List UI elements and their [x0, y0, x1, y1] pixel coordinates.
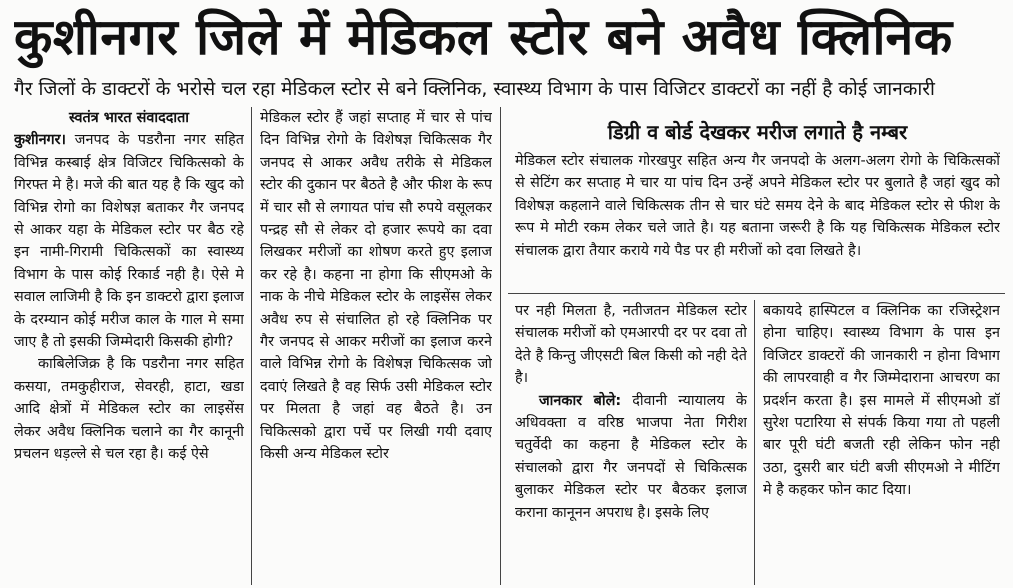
column-divider: [251, 107, 252, 585]
column-3: [515, 300, 747, 585]
column-divider: [500, 107, 501, 585]
column-4-text: बकायदे हास्पिटल व क्लिनिक का रजिस्ट्रेशन होना चाहिए। स्वास्थ्य विभाग के पास इन विजिटर डाक्टरों की जानकारी न होना विभाग की लापरवाही व गैर जिम्मेदाराना आचरण का प्रदर्शन करता है। इस मामले में सीएमओ डॉ सुरेश पटारिया से संपर्क किया गया तो पहली बार पूरी घंटी बजती रही लेकिन फोन नही उठा, दुसरी बार घंटी बजी सीएमओ ने मीटिंग मे है कहकर फोन काट दिया।: [763, 303, 1000, 499]
box-divider: [508, 293, 1005, 294]
column-3-lead: जानकार बोले:: [539, 392, 622, 409]
column-4: [763, 300, 1000, 585]
column-3-paragraph-2: दीवानी न्यायालय के अधिवक्ता व वरिष्ठ भाजपा नेता गिरीश चतुर्वेदी का कहना है मेडिकल स्टोर के संचालको द्वारा गैर जनपदों से चिकित्सक बुलाकर मेडिकल स्टोर पर बैठकर इलाज कराना कानूनन अपराध है। इसके लिए: [515, 392, 747, 521]
box-text: [515, 150, 1000, 290]
subheadline: गैर जिलों के डाक्टरों के भरोसे चल रहा मेडिकल स्टोर से बने क्लिनिक, स्वास्थ्य विभाग के पास विजिटर डाक्टरों का नहीं है कोई जानकारी: [14, 78, 935, 100]
byline: स्वतंत्र भारत संवाददाता: [68, 110, 190, 126]
dateline: कुशीनगर।: [14, 132, 66, 149]
column-1-paragraph-1: जनपद के पडरौना नगर सहित विभिन्न कस्बाई क्षेत्र विजिटर चिकित्सको के गिरफ्त मे है। मजे की बात यह है कि खुद को विभिन्न रोगो का विशेषज्ञ बताकर गैर जनपद से आकर यहा के मेडिकल स्टोर पर बैठ रहे इन नामी-गिरामी चिकित्सकों का स्वास्थ्य विभाग के पास कोई रिकार्ड नही है। ऐसे मे सवाल लाजिमी है कि इन डाक्टरो द्वारा इलाज के दरम्यान कोई मरीज काल के गाल मे समा जाए है तो इसकी जिम्मेदारी किसकी होगी?: [14, 132, 244, 351]
column-2: [260, 107, 492, 585]
column-1: [14, 107, 244, 585]
headline: कुशीनगर जिले में मेडिकल स्टोर बने अवैध क्लिनिक: [14, 8, 953, 66]
box-headline: डिग्री व बोर्ड देखकर मरीज लगाते है नम्बर: [607, 120, 908, 144]
box-paragraph: मेडिकल स्टोर संचालक गोरखपुर सहित अन्य गैर जनपदो के अलग-अलग रोगो के चिकित्सकों से सेटिंग कर सप्ताह मे चार या पांच दिन उन्हें अपने मेडिकल स्टोर पर बुलाते है जहां खुद को विशेषज्ञ कहलाने वाले चिकित्सक तीन से चार घंटे समय देने के बाद मेडिकल स्टोर से फीश के रूप मे मोटी रकम लेकर चले जाते है। यह बताना जरूरी है कि यह चिकित्सक मेडिकल स्टोर संचालक द्वारा तैयार कराये गये पैड पर ही मरीजों को दवा लिखते है।: [515, 153, 1000, 259]
column-divider: [754, 300, 755, 585]
column-3-paragraph-1: पर नही मिलता है, नतीजतन मेडिकल स्टोर संचालक मरीजों को एमआरपी दर पर दवा तो देते है किन्तु जीएसटी बिल किसी को नही देते है।: [515, 303, 747, 387]
column-2-text: मेडिकल स्टोर हैं जहां सप्ताह में चार से पांच दिन विभिन्न रोगो के विशेषज्ञ चिकित्सक गैर जनपद से आकर अवैध तरीके से मेडिकल स्टोर की दुकान पर बैठते है और फीश के रूप में चार सौ से लगायत पांच सौ रुपये वसूलकर पन्द्रह सौ से लेकर दो हजार रूपये का दवा लिखकर मरीजों का शोषण करते हुए इलाज कर रहे है। कहना ना होगा कि सीएमओ के नाक के नीचे मेडिकल स्टोर के लाइसेंस लेकर अवैध रुप से संचालित हो रहे क्लिनिक पर गैर जनपद से आकर मरीजों का इलाज करने वाले विभिन्न रोगो के विशेषज्ञ चिकित्सक जो दवाएं लिखते है वह सिर्फ उसी मेडिकल स्टोर पर मिलता है जहां वह बैठते है। उन चिकित्सको द्वारा पर्चे पर लिखी गयी दवाए किसी अन्य मेडिकल स्टोर: [260, 110, 492, 463]
column-1-paragraph-2: काबिलेजिक्र है कि पडरौना नगर सहित कसया, तमकुहीराज, सेवरही, हाटा, खडा आदि क्षेत्रों में मेडिकल स्टोर का लाइसेंस लेकर अवैध क्लिनिक चलाने का गैर कानूनी प्रचलन धड़ल्ले से चल रहा है। कई ऐसे: [14, 356, 244, 463]
